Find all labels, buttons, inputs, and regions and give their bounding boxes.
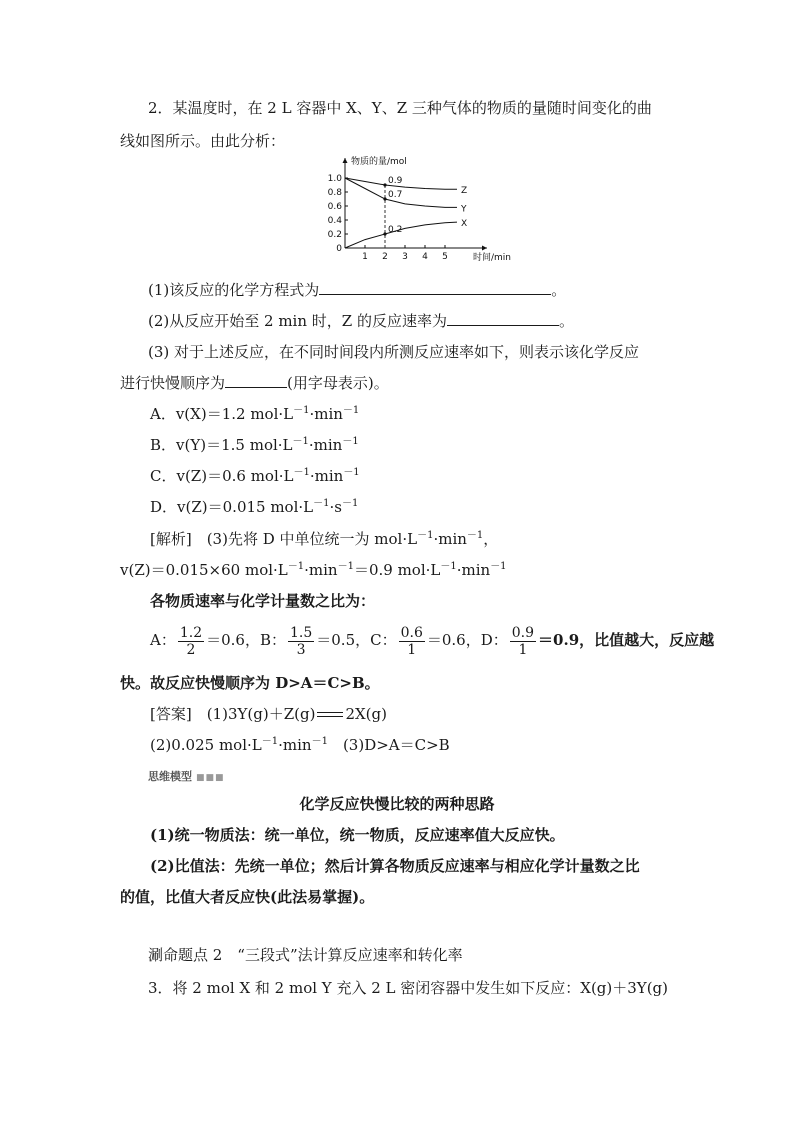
exp: －1 [342,436,359,447]
fraction-numerator: 1.2 [179,624,203,641]
y-tick-label: 0.8 [327,188,342,198]
y-axis-arrow [343,158,348,163]
option-d-text: D．v(Z)＝0.015 mol·L [150,498,314,516]
answer-order: (3)D>A＝C>B [327,736,450,754]
q2-intro-line1: 2．某温度时，在 2 L 容器中 X、Y、Z 三种气体的物质的量随时间变化的曲 [148,99,652,117]
analysis-end: ， [483,530,499,548]
unit-min: ·min [304,561,338,579]
model-tag-text: 思维模型 [148,770,192,783]
unit-min: ·min [309,405,343,423]
answer-line1 [150,704,387,724]
fraction-numerator: 1.5 [290,624,313,641]
fraction-denominator: 1 [518,641,528,658]
model-method1: (1)统一物质法：统一单位，统一物质，反应速率值大反应快。 [150,826,565,844]
model-method2: (2)比值法：先统一单位；然后计算各物质反应速率与相应化学计量数之比 [150,857,640,875]
series-point-x [383,232,386,235]
series-label-x: X [461,219,468,230]
q2-part1 [148,280,566,300]
exp: －1 [313,498,330,509]
q3-line1: 3．将 2 mol X 和 2 mol Y 充入 2 L 密闭容器中发生如下反应：X(g)＋3Y(g) [148,979,669,997]
fraction-denominator: 1 [407,641,417,658]
x-axis-arrow [482,246,487,251]
exp: －1 [293,467,310,478]
y-tick-label: 0.6 [327,202,342,212]
answer-text: (2)0.025 mol·L [150,736,262,754]
fraction-numerator: 0.6 [400,624,423,641]
answer-blank-1[interactable] [319,280,551,295]
chart-lines [345,178,457,248]
section-heading: 涮命题点 2 “三段式”法计算反应速率和转化率 [148,946,463,964]
unit-min: ·min [309,467,344,485]
analysis-line2 [120,560,507,580]
series-point-z [383,183,386,186]
option-c [150,466,360,486]
fraction-a [178,625,204,658]
exp: －1 [292,436,309,447]
answer-line2 [150,735,450,755]
option-c-text: C．v(Z)＝0.6 mol·L [150,467,294,485]
analysis-line5: 快。故反应快慢顺序为 D>A＝C>B。 [120,674,380,692]
option-b [150,435,359,455]
exp: －1 [343,467,360,478]
unit-s: ·s [329,498,342,516]
exp: －1 [466,530,484,541]
exp: －1 [293,405,310,416]
analysis-line3: 各物质速率与化学计量数之比为： [150,592,376,610]
q2-part2 [148,311,574,331]
ratio-conclusion: ＝0.9，比值越大，反应越 [538,631,715,649]
y-tick-label: 1.0 [327,174,342,184]
model-method2-cont: 的值，比值大者反应快(此法易掌握)。 [120,888,375,906]
ratio-c-label: ＝0.5，C： [316,631,397,649]
series-label-z: Z [461,186,468,197]
y-tick-label: 0.4 [327,216,342,226]
answer-product: 2X(g) [345,705,387,723]
fraction-numerator: 0.9 [511,624,535,641]
analysis-text: [解析] (3)先将 D 中单位统一为 mol·L [150,530,418,548]
dots-icon: ■■■ [196,773,225,783]
analysis-text: ＝0.9 mol·L [353,561,441,579]
q2-part3-prefix: 进行快慢顺序为 [120,374,226,392]
model-tag [148,768,225,784]
series-point-y [383,197,386,200]
series-label-y: Y [461,204,467,215]
unit-min: ·min [308,436,343,454]
value-annotation: 0.9 [388,176,403,186]
value-annotation: 0.7 [388,190,403,200]
ratio-d-label: ＝0.6，D： [426,631,508,649]
exp: －1 [337,561,354,572]
x-tick-label: 5 [442,252,448,262]
q2-part2-text: (2)从反应开始至 2 min 时，Z 的反应速率为 [148,312,447,330]
exp: －1 [417,530,434,541]
option-a-text: A．v(X)＝1.2 mol·L [150,405,294,423]
fraction-c [399,625,425,658]
unit-min: ·min [433,530,467,548]
y-tick-label: 0.2 [327,230,342,240]
answer-blank-2[interactable] [447,311,559,326]
q2-part1-end: 。 [551,281,567,299]
analysis-text: v(Z)＝0.015×60 mol·L [120,561,288,579]
exp: －1 [287,561,305,572]
amount-time-chart [320,152,512,264]
exp: －1 [342,405,360,416]
unit-min: ·min [278,736,312,754]
reversible-arrow-icon [317,710,343,720]
q2-part3-line2 [120,373,389,393]
fraction-denominator: 2 [186,641,196,658]
ratio-a-label: A： [150,631,176,649]
exp: －1 [341,498,359,509]
q2-part2-end: 。 [558,312,574,330]
fraction-denominator: 3 [296,641,306,658]
exp: －1 [311,736,328,747]
exp: －1 [490,561,507,572]
q2-part3-suffix: (用字母表示)。 [287,374,389,392]
y-tick-label: 0 [336,244,342,254]
x-tick-label: 3 [402,252,408,262]
exp: －1 [261,736,279,747]
analysis-line1 [150,529,498,549]
fraction-b [288,625,314,658]
y-axis-label: 物质的量/mol [351,157,407,167]
unit-min: ·min [456,561,491,579]
q2-part1-text: (1)该反应的化学方程式为 [148,281,320,299]
analysis-line4 [150,622,714,658]
answer-blank-3[interactable] [225,373,287,388]
option-b-text: B．v(Y)＝1.5 mol·L [150,436,293,454]
answer-text: [答案] (1)3Y(g)＋Z(g) [150,705,316,723]
option-d [150,497,358,517]
x-tick-label: 2 [382,252,388,262]
fraction-d [510,625,536,658]
exp: －1 [440,561,457,572]
model-title: 化学反应快慢比较的两种思路 [299,795,495,813]
q2-part3-line1: (3) 对于上述反应，在不同时间段内所测反应速率如下，则表示该化学反应 [148,343,640,361]
value-annotation: 0.2 [388,225,403,235]
x-tick-label: 1 [362,252,368,262]
option-a [150,404,359,424]
x-tick-label: 4 [422,252,428,262]
q2-intro-line2: 线如图所示。由此分析： [120,132,286,150]
x-axis-label: 时间/min [473,253,512,263]
ratio-b-label: ＝0.6，B： [206,631,286,649]
